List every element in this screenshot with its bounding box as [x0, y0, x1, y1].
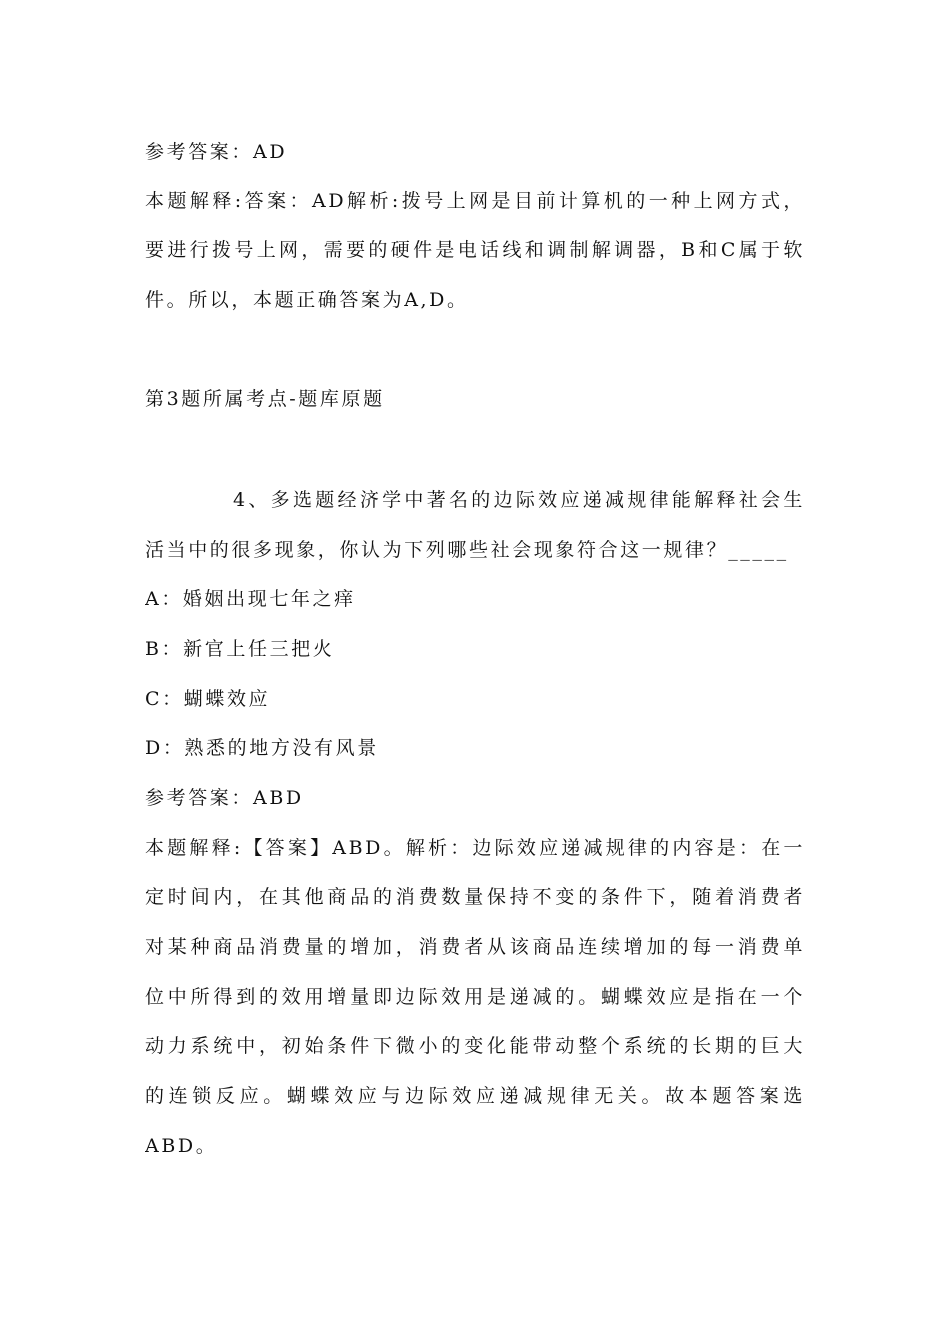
q4-option-c: C：蝴蝶效应: [145, 688, 271, 710]
q4-explanation-line-5: 动力系统中，初始条件下微小的变化能带动整个系统的长期的巨大: [145, 1035, 805, 1057]
q4-question-line-1: 4、多选题经济学中著名的边际效应递减规律能解释社会生: [233, 489, 805, 511]
q4-answer: 参考答案：ABD: [145, 787, 304, 809]
q4-explanation-line-6: 的连锁反应。蝴蝶效应与边际效应递减规律无关。故本题答案选: [145, 1085, 805, 1107]
q4-option-b: B：新官上任三把火: [145, 638, 335, 660]
q2-explanation-line-3: 件。所以，本题正确答案为A,D。: [145, 289, 469, 311]
q4-explanation-line-7: ABD。: [145, 1135, 218, 1157]
q2-explanation-line-1: 本题解释:答案：AD解析:拨号上网是目前计算机的一种上网方式，: [145, 190, 805, 212]
q4-option-d: D：熟悉的地方没有风景: [145, 737, 379, 759]
q4-question-line-2: 活当中的很多现象，你认为下列哪些社会现象符合这一规律？_____: [145, 539, 789, 561]
q4-explanation-line-3: 对某种商品消费量的增加，消费者从该商品连续增加的每一消费单: [145, 936, 805, 958]
q4-explanation-line-2: 定时间内，在其他商品的消费数量保持不变的条件下，随着消费者: [145, 886, 805, 908]
q4-explanation-line-1: 本题解释:【答案】ABD。解析：边际效应递减规律的内容是：在一: [145, 837, 805, 859]
q4-option-a: A：婚姻出现七年之痒: [145, 588, 356, 610]
q4-explanation-line-4: 位中所得到的效用增量即边际效用是递减的。蝴蝶效应是指在一个: [145, 986, 805, 1008]
q2-explanation-line-2: 要进行拨号上网，需要的硬件是电话线和调制解调器，B和C属于软: [145, 239, 805, 261]
q2-answer: 参考答案：AD: [145, 141, 288, 163]
q3-source: 第3题所属考点-题库原题: [145, 388, 385, 410]
